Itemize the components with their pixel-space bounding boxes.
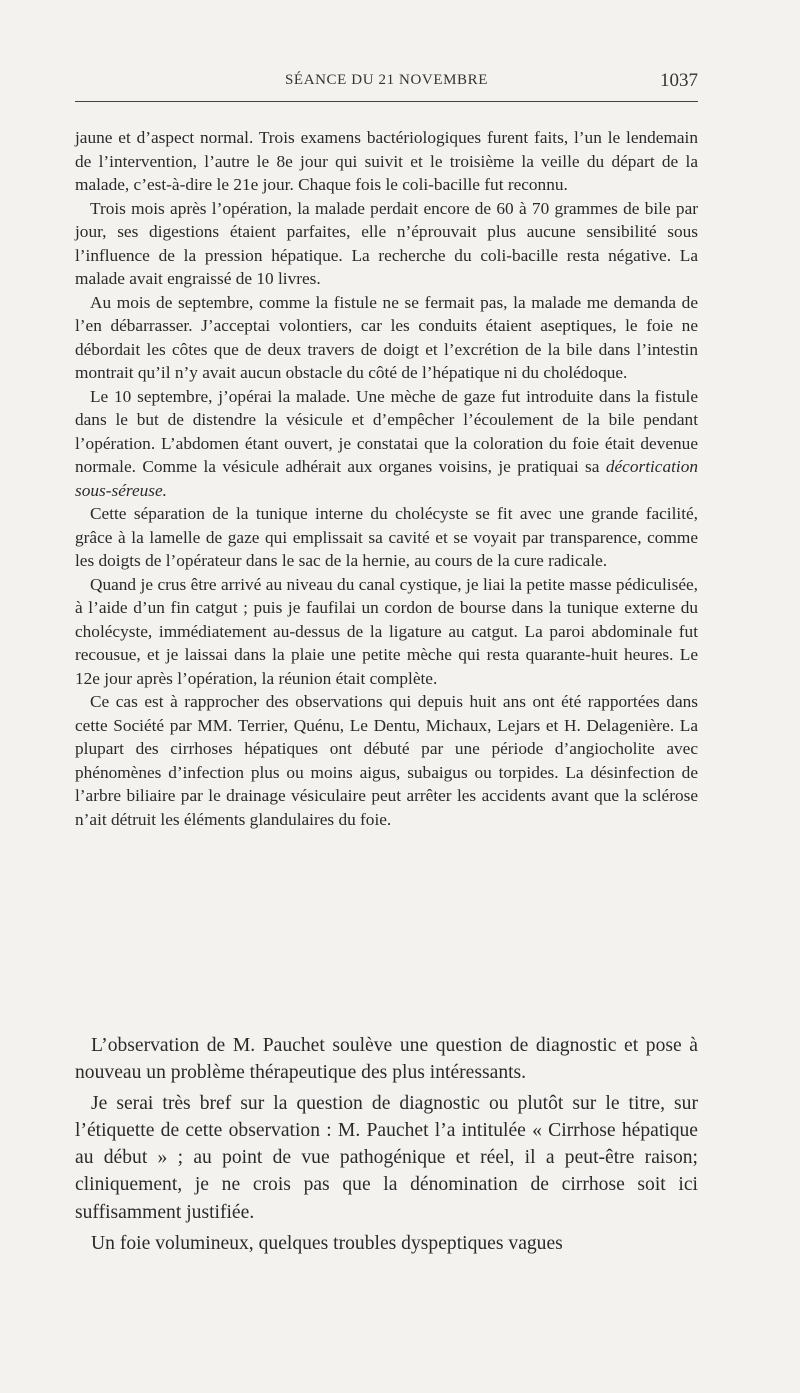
paragraph: Cette séparation de la tunique interne du cholécyste se fit avec une grande facilité, grâce à la lamelle de gaze qui emplissait sa cavité et se voyait par transparence, comme les doigts de l’opérateur dans le sac de la hernie, au cours de la cure radicale.: [75, 504, 698, 570]
paragraph: Trois mois après l’opération, la malade perdait encore de 60 à 70 grammes de bile par jour, ses digestions étaient parfaites, elle n’éprouvait plus aucune sensibilité sous l’influence de la pression hépatique. La recherche du coli-bacille resta négative. La malade avait engraissé de 10 livres.: [75, 198, 698, 288]
header-rule: [75, 101, 698, 102]
running-header: [75, 72, 698, 102]
commentary-text: [75, 1032, 698, 1261]
paragraph: [75, 385, 698, 503]
paragraph: Je serai très bref sur la question de diagnostic ou plutôt sur le titre, sur l’étiquette de cette observation : M. Pauchet l’a intitulée « Cirrhose hépatique au début » ; au point de vue pathogénique et réel, il a peut-être raison; cliniquement, je ne crois pas que la dénomination de cirrhose soit ici suffisamment justifiée.: [75, 1093, 698, 1223]
paragraph: Quand je crus être arrivé au niveau du canal cystique, je liai la petite masse pédiculisée, à l’aide d’un fin catgut ; puis je faufilai un cordon de bourse dans la tunique externe du cholécyste, immédiatement au-dessus de la ligature au catgut. La paroi abdominale fut recousue, et je laissai dans la plaie une petite mèche qui resta quarante-huit heures. Le 12e jour après l’opération, la réunion était complète.: [75, 574, 698, 688]
paragraph: jaune et d’aspect normal. Trois examens bactériologiques furent faits, l’un le lendemain de l’intervention, l’autre le 8e jour qui suivit et le troisième la veille du départ de la malade, c’est-à-dire le 21e jour. Chaque fois le coli-bacille fut reconnu.: [75, 128, 698, 194]
page-number: 1037: [660, 70, 698, 91]
running-title: SÉANCE DU 21 NOVEMBRE: [284, 72, 489, 88]
paragraph: Ce cas est à rapprocher des observations qui depuis huit ans ont été rapportées dans cette Société par MM. Terrier, Quénu, Le Dentu, Michaux, Lejars et H. Delagenière. La plupart des cirrhoses hépatiques ont débuté par une période d’angiocholite avec phénomènes d’infection plus ou moins aigus, subaigus ou torpides. La désinfection de l’arbre biliaire par le drainage vésiculaire peut arrêter les accidents avant que la sclérose n’ait détruit les éléments glandulaires du foie.: [75, 692, 698, 829]
paragraph: Un foie volumineux, quelques troubles dyspeptiques vagues: [91, 1232, 563, 1254]
paragraph: L’observation de M. Pauchet soulève une question de diagnostic et pose à nouveau un problème thérapeutique des plus intéressants.: [75, 1035, 698, 1084]
italic-term: décortication sous-séreuse.: [75, 457, 698, 500]
observation-text: [75, 126, 698, 831]
paragraph: Au mois de septembre, comme la fistule ne se fermait pas, la malade me demanda de l’en débarrasser. J’acceptai volontiers, car les conduits étaient aseptiques, le foie ne débordait les côtes que de deux travers de doigt et l’excrétion de la bile dans l’intestin montrait qu’il n’y avait aucun obstacle du côté de l’hépatique ni du cholédoque.: [75, 292, 698, 382]
paragraph-text: Le 10 septembre, j’opérai la malade. Une mèche de gaze fut introduite dans la fistule dans le but de distendre la vésicule et d’empêcher l’écoulement de la bile pendant l’opération. L’abdomen étant ouvert, je constatai que la coloration du foie était devenue normale. Comme la vésicule adhérait aux organes voisins, je pratiquai sa: [75, 386, 698, 476]
